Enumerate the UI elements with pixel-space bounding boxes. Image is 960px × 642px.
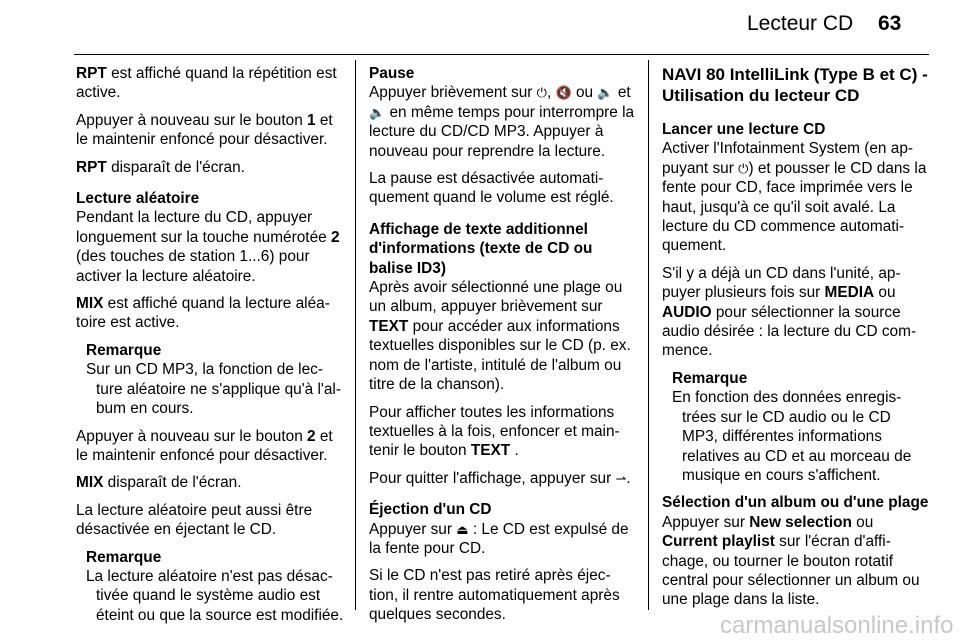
section-heading: Éjection d'un CD	[369, 501, 492, 519]
watermark: carmanualsonline.info	[720, 612, 954, 639]
paragraph: MIX disparaît de l'écran.	[76, 474, 242, 492]
note-text: Sur un CD MP3, la fonction de lec- ture aléatoire ne s'applique qu'à l'al- bum en cours.	[86, 361, 341, 418]
paragraph: Activer l'Infotainment System (en ap- puyant sur ⏻) et pousser le CD dans la fente pour CD, face imprimée vers le haut, jusqu'à ce qu'il soit avalé. La lecture du CD commence automati- quement.	[662, 140, 927, 255]
paragraph: S'il y a déjà un CD dans l'unité, ap- puyer plusieurs fois sur MEDIA ou AUDIO pour sélectionner la source audio désirée : la lecture du CD com- mence.	[662, 264, 917, 360]
paragraph: Pour quitter l'affichage, appuyer sur ⇀.	[369, 469, 631, 487]
paragraph: La lecture aléatoire peut aussi être désactivée en éjectant le CD.	[76, 501, 313, 539]
section-heading: Sélection d'un album ou d'une plage	[662, 494, 929, 512]
paragraph: Appuyer à nouveau sur le bouton 2 et le maintenir enfoncé pour désactiver.	[76, 427, 333, 464]
power-icon: ⏻	[738, 160, 749, 176]
paragraph: La pause est désactivée automati- quement quand le volume est réglé.	[369, 170, 614, 207]
note-box	[76, 341, 346, 419]
note-text: En fonction des données enregis- trées sur le CD audio ou le CD MP3, différentes informations relatives au CD et au morceau de musique en cours s'affichent.	[672, 389, 912, 484]
paragraph: Appuyer brièvement sur ⏻, 🔇 ou 🔈 et 🔈 en même temps pour interrompre la lecture du CD/CD MP3. Appuyer à nouveau pour reprendre la lecture.	[369, 84, 635, 160]
section-heading: Affichage de texte additionnel d'informations (texte de CD ou balise ID3)	[369, 220, 593, 277]
paragraph: Si le CD n'est pas retiré après éjec- tion, il rentre automatiquement après quelques secondes.	[369, 567, 620, 624]
section-heading: Lancer une lecture CD	[662, 121, 826, 138]
paragraph: Pendant la lecture du CD, appuyer longuement sur la touche numérotée 2 (des touches de station 1...6) pour activer la lecture aléatoire.	[76, 209, 340, 285]
eject-icon: ⏏	[456, 521, 469, 537]
column-middle	[369, 64, 635, 633]
note-text: La lecture aléatoire n'est pas désac- tivée quand le système audio est éteint ou que la source est modifiée.	[86, 567, 344, 624]
paragraph: RPT est affiché quand la répétition est active.	[76, 65, 337, 102]
note-title: Remarque	[672, 369, 748, 387]
column-right	[662, 64, 930, 618]
power-icon: ⏻	[536, 85, 547, 101]
paragraph: Pour afficher toutes les informations textuelles à la fois, enfoncer et main- tenir le bouton TEXT .	[369, 403, 620, 460]
note-title: Remarque	[86, 341, 162, 359]
volume-icon: 🔈	[597, 85, 614, 101]
volume-icon: 🔈	[369, 104, 386, 120]
column-left	[76, 64, 346, 633]
note-title: Remarque	[86, 548, 162, 566]
paragraph: Appuyer à nouveau sur le bouton 1 et le maintenir enfoncé pour désactiver.	[76, 111, 333, 149]
section-heading: Lecture aléatoire	[76, 190, 200, 208]
section-title: NAVI 80 IntelliLink (Type B et C) - Utilisation du lecteur CD	[662, 65, 928, 105]
paragraph: Appuyer sur ⏏ : Le CD est expulsé de la fente pour CD.	[369, 520, 629, 557]
column-divider	[648, 60, 649, 610]
note-box	[662, 369, 930, 485]
column-divider	[355, 60, 356, 610]
header-title: Lecteur CD	[747, 12, 854, 35]
back-icon: ⇀	[615, 470, 627, 486]
header-rule	[74, 54, 929, 55]
paragraph: Appuyer sur New selection ou Current playlist sur l'écran d'affi- chage, ou tourner le bouton rotatif central pour sélectionner un album ou une plage dans la liste.	[662, 513, 920, 609]
section-heading: Pause	[369, 65, 415, 82]
paragraph: Après avoir sélectionné une plage ou un album, appuyer brièvement sur TEXT pour accéder aux informations textuelles disponibles sur le CD (p. ex. nom de l'artiste, intitulé de l'album ou titre de la chanson).	[369, 279, 631, 394]
page-header	[0, 10, 960, 50]
paragraph: MIX est affiché quand la lecture aléa- toire est active.	[76, 295, 330, 332]
mute-icon: 🔇	[555, 85, 572, 101]
paragraph: RPT disparaît de l'écran.	[76, 158, 245, 176]
note-box	[76, 548, 346, 626]
page-number: 63	[878, 12, 902, 35]
